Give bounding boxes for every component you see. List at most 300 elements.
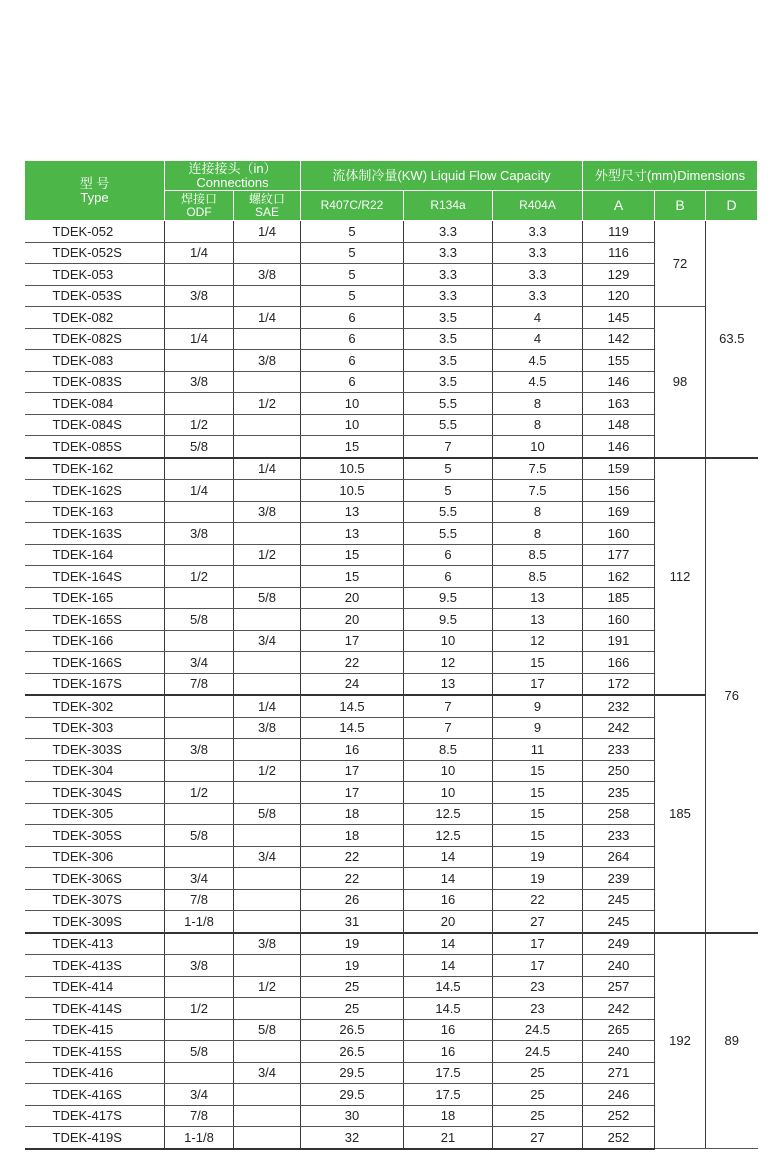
cell-dim-a: 250 — [583, 760, 655, 782]
cell-dim-a: 233 — [583, 825, 655, 847]
header-sae-en: SAE — [254, 204, 279, 219]
cell-dim-a: 146 — [583, 371, 655, 393]
cell-model: TDEK-303S — [25, 739, 165, 761]
cell-dim-a: 252 — [583, 1105, 655, 1127]
cell-r404a: 27 — [493, 1127, 583, 1149]
cell-r134a: 9.5 — [404, 587, 493, 609]
cell-model: TDEK-053 — [25, 264, 165, 286]
cell-model: TDEK-166S — [25, 652, 165, 674]
cell-sae — [234, 955, 301, 977]
table-row — [25, 1062, 758, 1084]
cell-model: TDEK-052S — [25, 242, 165, 264]
cell-model: TDEK-085S — [25, 436, 165, 458]
cell-r134a: 21 — [404, 1127, 493, 1149]
cell-r407c: 5 — [301, 264, 404, 286]
cell-sae: 3/8 — [234, 350, 301, 372]
cell-r407c: 6 — [301, 307, 404, 329]
cell-r134a: 7 — [404, 717, 493, 739]
table-row — [25, 782, 758, 804]
cell-r134a: 6 — [404, 544, 493, 566]
table-row — [25, 955, 758, 977]
cell-model: TDEK-413S — [25, 955, 165, 977]
cell-r407c: 25 — [301, 976, 404, 998]
header-connections-en: Connections — [196, 174, 269, 190]
cell-r407c: 16 — [301, 739, 404, 761]
cell-r407c: 22 — [301, 868, 404, 890]
cell-r134a: 17.5 — [404, 1084, 493, 1106]
cell-odf: 1/2 — [165, 566, 234, 588]
cell-dim-a: 245 — [583, 911, 655, 933]
table-row — [25, 414, 758, 436]
table-row — [25, 1041, 758, 1063]
table-row — [25, 1105, 758, 1127]
cell-odf: 1/2 — [165, 414, 234, 436]
cell-r404a: 25 — [493, 1084, 583, 1106]
cell-odf: 5/8 — [165, 825, 234, 847]
cell-dim-d: 76 — [706, 458, 758, 933]
cell-odf — [165, 1019, 234, 1041]
table-row — [25, 307, 758, 329]
table-row — [25, 933, 758, 955]
cell-r134a: 3.5 — [404, 371, 493, 393]
cell-r407c: 26.5 — [301, 1041, 404, 1063]
header-odf-en: ODF — [186, 204, 212, 219]
cell-r404a: 8 — [493, 393, 583, 415]
cell-odf — [165, 695, 234, 717]
cell-r407c: 30 — [301, 1105, 404, 1127]
table-row — [25, 242, 758, 264]
cell-r404a: 8 — [493, 414, 583, 436]
cell-odf: 1/4 — [165, 328, 234, 350]
cell-odf — [165, 803, 234, 825]
cell-sae: 3/4 — [234, 630, 301, 652]
cell-model: TDEK-052 — [25, 221, 165, 243]
cell-odf — [165, 587, 234, 609]
cell-sae — [234, 1084, 301, 1106]
table-row — [25, 630, 758, 652]
cell-sae — [234, 998, 301, 1020]
cell-r407c: 17 — [301, 630, 404, 652]
header-odf-cn: 焊接口 — [180, 191, 217, 206]
cell-model: TDEK-416S — [25, 1084, 165, 1106]
table-row — [25, 328, 758, 350]
cell-model: TDEK-304S — [25, 782, 165, 804]
cell-r404a: 13 — [493, 587, 583, 609]
cell-r404a: 25 — [493, 1105, 583, 1127]
table-row — [25, 264, 758, 286]
cell-r407c: 20 — [301, 587, 404, 609]
cell-r134a: 5.5 — [404, 523, 493, 545]
cell-r134a: 7 — [404, 695, 493, 717]
cell-dim-b: 72 — [655, 221, 706, 307]
cell-sae — [234, 566, 301, 588]
cell-r134a: 3.5 — [404, 350, 493, 372]
cell-sae: 1/2 — [234, 760, 301, 782]
cell-model: TDEK-302 — [25, 695, 165, 717]
table-row — [25, 436, 758, 458]
cell-r407c: 15 — [301, 544, 404, 566]
cell-dim-a: 233 — [583, 739, 655, 761]
cell-model: TDEK-414S — [25, 998, 165, 1020]
table-row — [25, 221, 758, 243]
cell-r134a: 10 — [404, 630, 493, 652]
cell-r407c: 15 — [301, 566, 404, 588]
cell-r404a: 19 — [493, 868, 583, 890]
table-row — [25, 350, 758, 372]
cell-r134a: 3.3 — [404, 242, 493, 264]
header-dim-d: D — [706, 191, 758, 221]
cell-model: TDEK-167S — [25, 673, 165, 695]
cell-sae — [234, 868, 301, 890]
cell-odf: 1/2 — [165, 998, 234, 1020]
cell-r407c: 6 — [301, 371, 404, 393]
table-row — [25, 523, 758, 545]
cell-r407c: 10 — [301, 393, 404, 415]
cell-dim-a: 160 — [583, 523, 655, 545]
cell-model: TDEK-163 — [25, 501, 165, 523]
cell-sae — [234, 609, 301, 631]
cell-r134a: 10 — [404, 760, 493, 782]
cell-model: TDEK-082S — [25, 328, 165, 350]
cell-odf: 5/8 — [165, 1041, 234, 1063]
cell-model: TDEK-053S — [25, 285, 165, 307]
cell-model: TDEK-419S — [25, 1127, 165, 1149]
cell-dim-a: 264 — [583, 846, 655, 868]
cell-r404a: 4.5 — [493, 350, 583, 372]
cell-r404a: 15 — [493, 652, 583, 674]
cell-r134a: 3.5 — [404, 328, 493, 350]
cell-r134a: 16 — [404, 1019, 493, 1041]
cell-dim-a: 172 — [583, 673, 655, 695]
cell-r404a: 10 — [493, 436, 583, 458]
cell-r404a: 15 — [493, 782, 583, 804]
cell-odf: 1/4 — [165, 480, 234, 502]
cell-r407c: 29.5 — [301, 1062, 404, 1084]
cell-r407c: 22 — [301, 846, 404, 868]
cell-sae: 3/8 — [234, 933, 301, 955]
cell-sae — [234, 285, 301, 307]
cell-model: TDEK-163S — [25, 523, 165, 545]
table-row — [25, 803, 758, 825]
table-row — [25, 673, 758, 695]
cell-dim-a: 191 — [583, 630, 655, 652]
cell-r404a: 11 — [493, 739, 583, 761]
cell-r404a: 23 — [493, 998, 583, 1020]
cell-sae — [234, 1127, 301, 1149]
table-row — [25, 544, 758, 566]
cell-model: TDEK-162 — [25, 458, 165, 480]
cell-r404a: 17 — [493, 955, 583, 977]
cell-odf: 3/8 — [165, 523, 234, 545]
cell-r407c: 5 — [301, 242, 404, 264]
cell-model: TDEK-415 — [25, 1019, 165, 1041]
cell-dim-a: 271 — [583, 1062, 655, 1084]
header-capacity: 流体制冷量(KW) Liquid Flow Capacity — [301, 161, 583, 191]
cell-dim-b: 112 — [655, 458, 706, 696]
cell-dim-b: 98 — [655, 307, 706, 458]
header-dimensions: 外型尺寸(mm)Dimensions — [583, 161, 758, 191]
cell-sae: 5/8 — [234, 803, 301, 825]
cell-odf: 3/4 — [165, 868, 234, 890]
cell-odf: 7/8 — [165, 889, 234, 911]
cell-r404a: 4.5 — [493, 371, 583, 393]
header-r134a: R134a — [404, 191, 493, 221]
table-row — [25, 458, 758, 480]
cell-odf: 1-1/8 — [165, 911, 234, 933]
table-row — [25, 566, 758, 588]
cell-dim-a: 252 — [583, 1127, 655, 1149]
cell-r404a: 13 — [493, 609, 583, 631]
cell-r407c: 6 — [301, 350, 404, 372]
cell-model: TDEK-305 — [25, 803, 165, 825]
cell-dim-a: 120 — [583, 285, 655, 307]
table-row — [25, 652, 758, 674]
cell-odf — [165, 760, 234, 782]
header-type — [25, 161, 165, 221]
cell-r407c: 19 — [301, 933, 404, 955]
cell-r407c: 15 — [301, 436, 404, 458]
cell-r404a: 25 — [493, 1062, 583, 1084]
cell-r407c: 13 — [301, 523, 404, 545]
table-row — [25, 739, 758, 761]
cell-r407c: 10.5 — [301, 480, 404, 502]
cell-r134a: 5 — [404, 480, 493, 502]
spec-table — [24, 160, 758, 1150]
cell-odf — [165, 221, 234, 243]
cell-r404a: 15 — [493, 803, 583, 825]
table-row — [25, 976, 758, 998]
cell-odf — [165, 501, 234, 523]
cell-odf: 3/8 — [165, 739, 234, 761]
header-connections-cn: 连接接头（in） — [188, 160, 277, 176]
cell-r404a: 4 — [493, 307, 583, 329]
cell-model: TDEK-306 — [25, 846, 165, 868]
cell-odf — [165, 933, 234, 955]
cell-r407c: 18 — [301, 803, 404, 825]
cell-r404a: 9 — [493, 695, 583, 717]
cell-odf: 7/8 — [165, 673, 234, 695]
cell-r134a: 5.5 — [404, 501, 493, 523]
table-row — [25, 371, 758, 393]
cell-dim-d: 63.5 — [706, 221, 758, 458]
cell-model: TDEK-413 — [25, 933, 165, 955]
cell-r134a: 16 — [404, 889, 493, 911]
cell-r404a: 19 — [493, 846, 583, 868]
cell-sae — [234, 480, 301, 502]
cell-sae — [234, 739, 301, 761]
cell-model: TDEK-309S — [25, 911, 165, 933]
cell-dim-a: 155 — [583, 350, 655, 372]
cell-r404a: 17 — [493, 933, 583, 955]
cell-r134a: 14 — [404, 868, 493, 890]
cell-r134a: 16 — [404, 1041, 493, 1063]
cell-r407c: 6 — [301, 328, 404, 350]
cell-sae — [234, 652, 301, 674]
header-connections — [165, 161, 301, 191]
cell-r407c: 18 — [301, 825, 404, 847]
cell-sae: 1/4 — [234, 458, 301, 480]
table-row — [25, 695, 758, 717]
cell-r134a: 20 — [404, 911, 493, 933]
cell-model: TDEK-165 — [25, 587, 165, 609]
cell-sae: 3/4 — [234, 1062, 301, 1084]
cell-sae — [234, 436, 301, 458]
cell-r404a: 24.5 — [493, 1019, 583, 1041]
cell-r134a: 3.3 — [404, 221, 493, 243]
cell-odf: 5/8 — [165, 436, 234, 458]
cell-dim-a: 239 — [583, 868, 655, 890]
cell-sae — [234, 782, 301, 804]
cell-odf: 3/8 — [165, 371, 234, 393]
table-row — [25, 868, 758, 890]
cell-sae — [234, 371, 301, 393]
cell-odf: 7/8 — [165, 1105, 234, 1127]
table-row — [25, 480, 758, 502]
cell-sae: 5/8 — [234, 587, 301, 609]
cell-dim-a: 148 — [583, 414, 655, 436]
cell-r404a: 8 — [493, 501, 583, 523]
cell-dim-a: 146 — [583, 436, 655, 458]
cell-odf: 3/8 — [165, 955, 234, 977]
cell-r407c: 32 — [301, 1127, 404, 1149]
cell-r134a: 12.5 — [404, 803, 493, 825]
header-sae-cn: 螺纹口 — [248, 191, 285, 206]
cell-dim-a: 129 — [583, 264, 655, 286]
table-row — [25, 998, 758, 1020]
cell-r407c: 5 — [301, 285, 404, 307]
cell-sae: 1/4 — [234, 695, 301, 717]
cell-sae: 1/2 — [234, 544, 301, 566]
cell-r404a: 17 — [493, 673, 583, 695]
cell-dim-a: 177 — [583, 544, 655, 566]
cell-r134a: 5.5 — [404, 414, 493, 436]
cell-r407c: 26 — [301, 889, 404, 911]
cell-sae: 5/8 — [234, 1019, 301, 1041]
table-row — [25, 911, 758, 933]
cell-r407c: 29.5 — [301, 1084, 404, 1106]
cell-model: TDEK-304 — [25, 760, 165, 782]
cell-odf — [165, 717, 234, 739]
cell-dim-a: 258 — [583, 803, 655, 825]
cell-dim-b: 192 — [655, 933, 706, 1149]
table-row — [25, 825, 758, 847]
cell-odf: 3/4 — [165, 652, 234, 674]
cell-r134a: 12.5 — [404, 825, 493, 847]
cell-model: TDEK-305S — [25, 825, 165, 847]
cell-r134a: 17.5 — [404, 1062, 493, 1084]
cell-r407c: 25 — [301, 998, 404, 1020]
cell-odf — [165, 544, 234, 566]
cell-odf — [165, 630, 234, 652]
cell-model: TDEK-303 — [25, 717, 165, 739]
header-sae — [234, 191, 301, 221]
table-row — [25, 587, 758, 609]
header-r407c: R407C/R22 — [301, 191, 404, 221]
cell-dim-a: 169 — [583, 501, 655, 523]
cell-sae — [234, 1041, 301, 1063]
cell-dim-a: 160 — [583, 609, 655, 631]
cell-r407c: 5 — [301, 221, 404, 243]
header-type-en: Type — [80, 189, 109, 205]
cell-sae — [234, 414, 301, 436]
cell-model: TDEK-162S — [25, 480, 165, 502]
cell-sae: 3/8 — [234, 264, 301, 286]
cell-sae — [234, 673, 301, 695]
cell-odf: 1/2 — [165, 782, 234, 804]
cell-sae — [234, 889, 301, 911]
cell-sae: 1/4 — [234, 307, 301, 329]
cell-sae — [234, 825, 301, 847]
cell-odf: 3/4 — [165, 1084, 234, 1106]
header-dim-a: A — [583, 191, 655, 221]
cell-dim-a: 119 — [583, 221, 655, 243]
cell-odf — [165, 350, 234, 372]
cell-r404a: 4 — [493, 328, 583, 350]
cell-model: TDEK-164S — [25, 566, 165, 588]
cell-r404a: 9 — [493, 717, 583, 739]
header-dim-b: B — [655, 191, 706, 221]
header-odf — [165, 191, 234, 221]
cell-r134a: 14 — [404, 846, 493, 868]
cell-r134a: 18 — [404, 1105, 493, 1127]
cell-r407c: 10 — [301, 414, 404, 436]
cell-model: TDEK-306S — [25, 868, 165, 890]
cell-sae: 1/4 — [234, 221, 301, 243]
cell-r404a: 7.5 — [493, 458, 583, 480]
cell-model: TDEK-166 — [25, 630, 165, 652]
table-row — [25, 609, 758, 631]
cell-r134a: 6 — [404, 566, 493, 588]
cell-dim-a: 142 — [583, 328, 655, 350]
table-row — [25, 1084, 758, 1106]
cell-r404a: 3.3 — [493, 285, 583, 307]
cell-r134a: 14 — [404, 933, 493, 955]
cell-r134a: 10 — [404, 782, 493, 804]
cell-odf — [165, 1062, 234, 1084]
table-row — [25, 393, 758, 415]
table-row — [25, 717, 758, 739]
cell-dim-a: 145 — [583, 307, 655, 329]
cell-r407c: 14.5 — [301, 695, 404, 717]
cell-model: TDEK-083 — [25, 350, 165, 372]
cell-r407c: 31 — [301, 911, 404, 933]
cell-sae — [234, 1105, 301, 1127]
cell-r404a: 3.3 — [493, 242, 583, 264]
cell-r404a: 8.5 — [493, 566, 583, 588]
cell-r134a: 8.5 — [404, 739, 493, 761]
cell-r407c: 14.5 — [301, 717, 404, 739]
cell-r404a: 27 — [493, 911, 583, 933]
cell-dim-a: 245 — [583, 889, 655, 911]
cell-r134a: 14.5 — [404, 998, 493, 1020]
table-row — [25, 760, 758, 782]
cell-r407c: 24 — [301, 673, 404, 695]
cell-odf — [165, 307, 234, 329]
cell-dim-a: 166 — [583, 652, 655, 674]
table-row — [25, 501, 758, 523]
cell-sae — [234, 328, 301, 350]
cell-dim-a: 162 — [583, 566, 655, 588]
cell-r134a: 7 — [404, 436, 493, 458]
cell-dim-a: 265 — [583, 1019, 655, 1041]
cell-dim-a: 232 — [583, 695, 655, 717]
cell-model: TDEK-417S — [25, 1105, 165, 1127]
table-row — [25, 285, 758, 307]
cell-r407c: 20 — [301, 609, 404, 631]
header-r404a: R404A — [493, 191, 583, 221]
cell-sae: 1/2 — [234, 393, 301, 415]
cell-sae: 3/8 — [234, 717, 301, 739]
